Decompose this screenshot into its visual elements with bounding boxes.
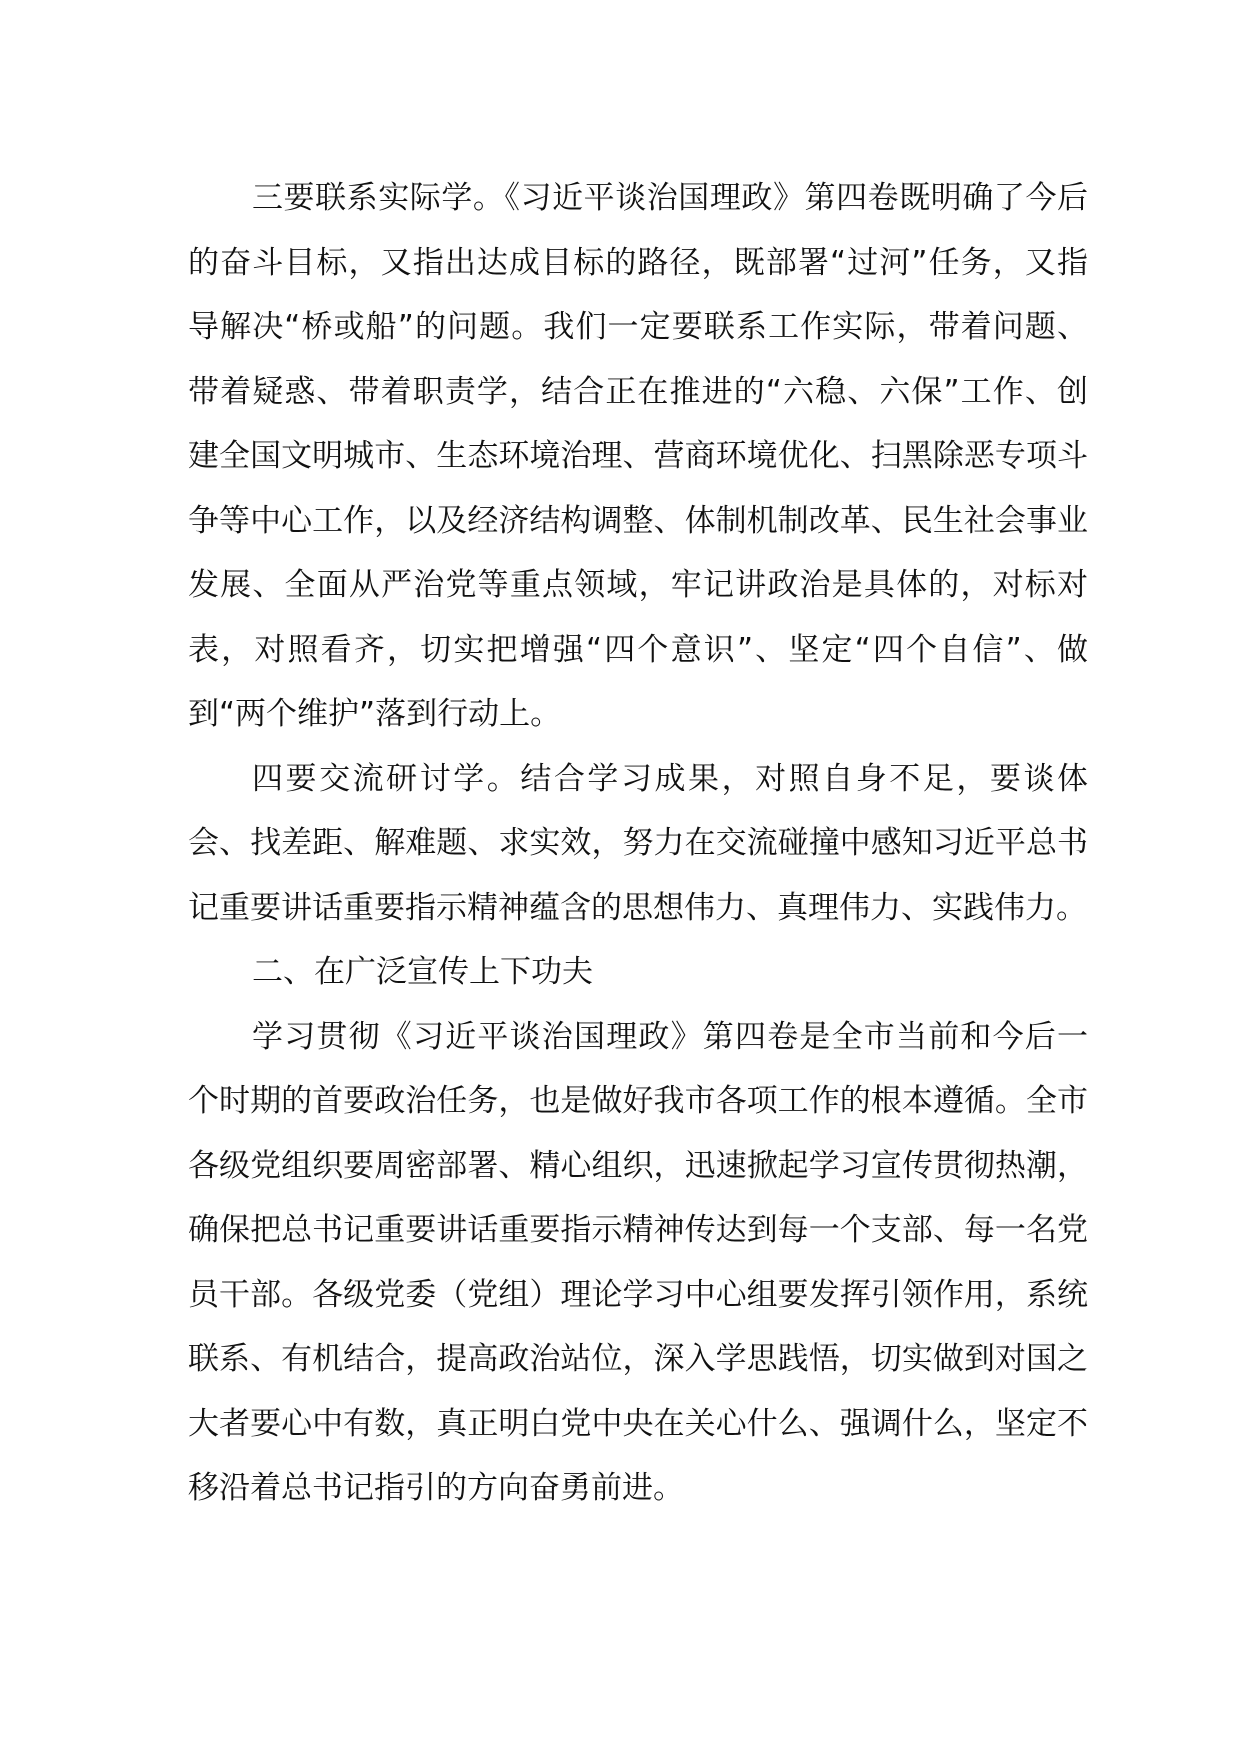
- paragraph-jiao-liu-yan-tao: 四要交流研讨学。结合学习成果，对照自身不足，要谈体会、找差距、解难题、求实效，努力在交流碰撞中感知习近平总书记重要讲话重要指示精神蕴含的思想伟力、真理伟力、实践伟力。: [188, 760, 1088, 926]
- paragraph-guang-fan-xuan-chuan: 学习贯彻《习近平谈治国理政》第四卷是全市当前和今后一个时期的首要政治任务，也是做好我市各项工作的根本遵循。全市各级党组织要周密部署、精心组织，迅速掀起学习宣传贯彻热潮，确保把总书记重要讲话重要指示精神传达到每一个支部、每一名党员干部。各级党委（党组）理论学习中心组要发挥引领作用，系统联系、有机结合，提高政治站位，深入学思践悟，切实做到对国之大者要心中有数，真正明白党中央在关心什么、强调什么，坚定不移沿着总书记指引的方向奋勇前进。: [188, 1018, 1088, 1506]
- paragraph-lian-xi-shi-ji: 三要联系实际学。《习近平谈治国理政》第四卷既明确了今后的奋斗目标，又指出达成目标的路径，既部署“过河”任务，又指导解决“桥或船”的问题。我们一定要联系工作实际，带着问题、带着疑惑、带着职责学，结合正在推进的“六稳、六保”工作、创建全国文明城市、生态环境治理、营商环境优化、扫黑除恶专项斗争等中心工作，以及经济结构调整、体制机制改革、民生社会事业发展、全面从严治党等重点领域，牢记讲政治是具体的，对标对表，对照看齐，切实把增强“四个意识”、坚定“四个自信”、做到“两个维护”落到行动上。: [188, 180, 1088, 732]
- section-heading: 二、在广泛宣传上下功夫: [252, 954, 593, 990]
- document-body: [188, 166, 1088, 1521]
